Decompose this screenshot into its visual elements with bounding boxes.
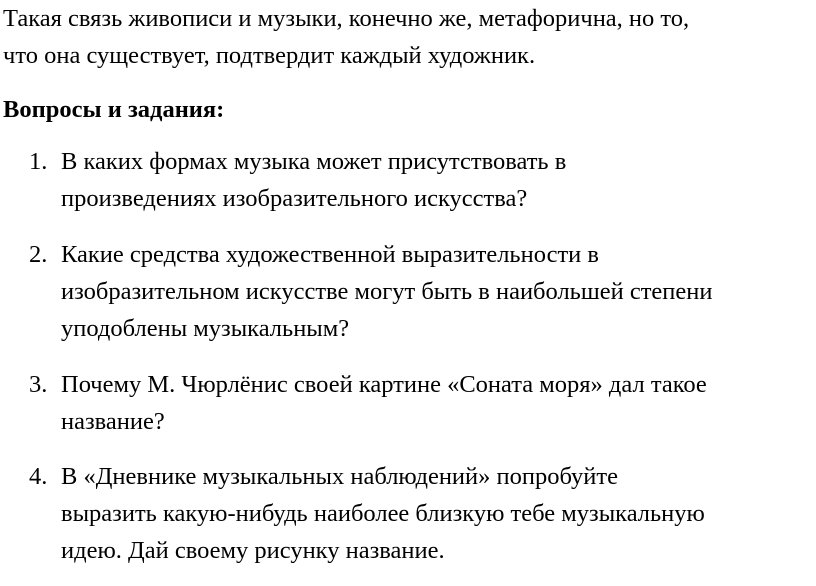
question-line: выразить какую-нибудь наиболее близкую тебе музыкальную [61,500,705,527]
question-number: 4. [29,463,48,490]
intro-line-2: что она существует, подтвердит каждый художник. [3,42,536,69]
question-line: произведениях изобразительного искусства? [61,185,528,212]
question-number: 2. [29,241,48,268]
question-line: изобразительном искусстве могут быть в наибольшей степени [61,278,713,305]
question-text [61,236,806,347]
question-text [61,366,806,440]
question-line: Какие средства художественной выразительности в [61,241,599,268]
question-line: Почему М. Чюрлёнис своей картине «Соната моря» дал такое [61,371,707,398]
question-line: В каких формах музыка может присутствовать в [61,148,567,175]
question-number: 3. [29,371,48,398]
question-line: В «Дневнике музыкальных наблюдений» попробуйте [61,463,618,490]
question-line: название? [61,408,165,435]
question-number: 1. [29,148,48,175]
question-line: уподоблены музыкальным? [61,315,350,342]
intro-paragraph [3,0,803,74]
question-text [61,143,806,217]
section-heading: Вопросы и задания: [3,96,225,123]
question-text [61,458,806,569]
intro-line-1: Такая связь живописи и музыки, конечно же, метафорична, но то, [3,5,690,32]
question-line: идею. Дай своему рисунку название. [61,537,445,564]
